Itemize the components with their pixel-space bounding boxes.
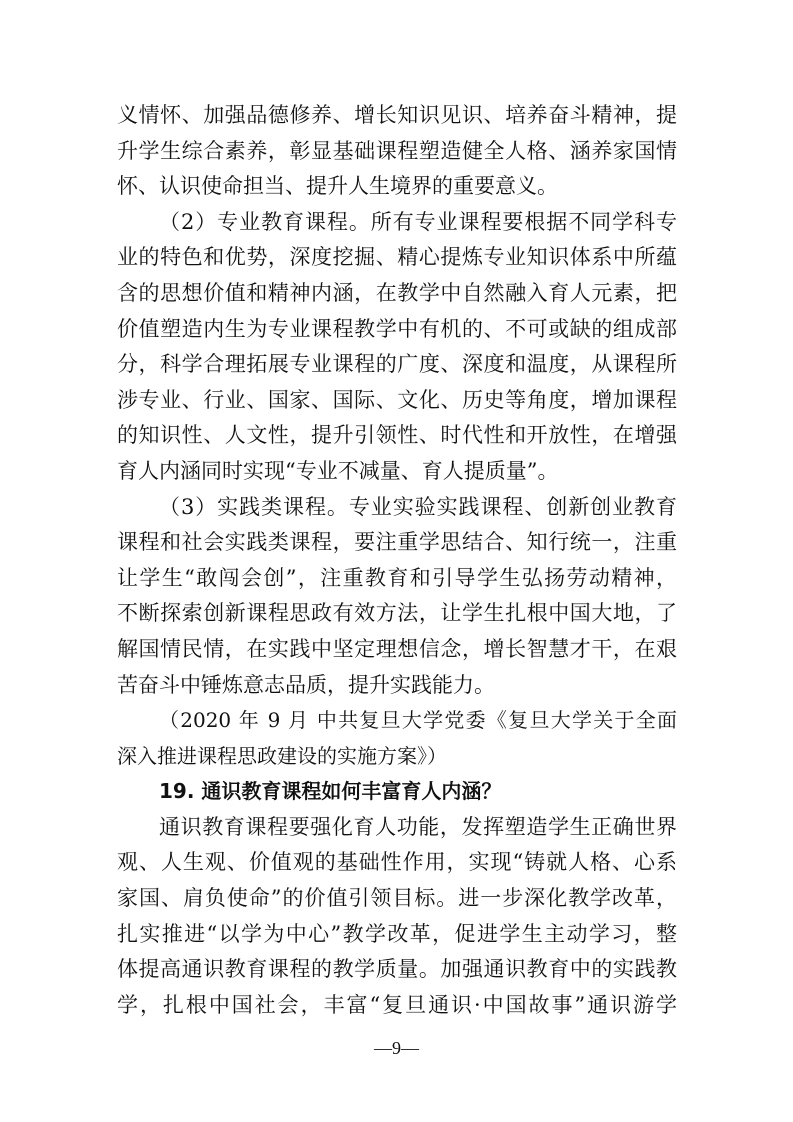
text-line: 升学生综合素养，彰显基础课程塑造健全人格、涵养家国情 bbox=[117, 138, 677, 163]
text-line: 含的思想价值和精神内涵，在教学中自然融入育人元素，把 bbox=[117, 280, 677, 305]
paragraph-start-line: （3）实践类课程。专业实验实践课程、创新创业教育 bbox=[159, 494, 677, 519]
text-line: 怀、认识使命担当、提升人生境界的重要意义。 bbox=[117, 174, 558, 199]
section-heading: 19. 通识教育课程如何丰富育人内涵？ bbox=[159, 779, 502, 804]
text-line: 课程和社会实践类课程，要注重学思结合、知行统一，注重 bbox=[117, 530, 677, 555]
text-line: 育人内涵同时实现“专业不减量、育人提质量”。 bbox=[117, 458, 559, 483]
text-line: 义情怀、加强品德修养、增长知识见识、培养奋斗精神，提 bbox=[117, 103, 677, 127]
text-line: 家国、肩负使命”的价值引领目标。进一步深化教学改革， bbox=[117, 886, 677, 911]
text-line: 价值塑造内生为专业课程教学中有机的、不可或缺的组成部 bbox=[117, 316, 677, 341]
text-line: 涉专业、行业、国家、国际、文化、历史等角度，增加课程 bbox=[117, 387, 677, 412]
document-body bbox=[117, 98, 677, 1023]
text-line: 观、人生观、价值观的基础性作用，实现“铸就人格、心系 bbox=[117, 850, 677, 875]
text-line: 的知识性、人文性，提升引领性、时代性和开放性，在增强 bbox=[117, 423, 677, 448]
text-line: 扎实推进“以学为中心”教学改革，促进学生主动学习，整 bbox=[117, 921, 677, 946]
text-line: 分，科学合理拓展专业课程的广度、深度和温度，从课程所 bbox=[117, 352, 677, 377]
paragraph-start-line: 通识教育课程要强化育人功能，发挥塑造学生正确世界 bbox=[159, 814, 677, 839]
source-citation-line: （2020 年 9 月 中共复旦大学党委《复旦大学关于全面 bbox=[159, 708, 677, 733]
page-number: —9— bbox=[374, 1038, 419, 1058]
text-line: 让学生“敢闯会创”，注重教育和引导学生弘扬劳动精神， bbox=[117, 565, 677, 590]
text-line: 解国情民情，在实践中坚定理想信念，增长智慧才干，在艰 bbox=[117, 636, 677, 661]
text-line: 体提高通识教育课程的教学质量。加强通识教育中的实践教 bbox=[117, 957, 677, 982]
text-line: 学，扎根中国社会，丰富“复旦通识·中国故事”通识游学 bbox=[117, 992, 677, 1017]
text-line: 业的特色和优势，深度挖掘、精心提炼专业知识体系中所蕴 bbox=[117, 245, 677, 270]
paragraph-start-line: （2）专业教育课程。所有专业课程要根据不同学科专 bbox=[159, 209, 677, 234]
text-line: 苦奋斗中锤炼意志品质，提升实践能力。 bbox=[117, 672, 495, 697]
source-citation-line: 深入推进课程思政建设的实施方案》） bbox=[117, 743, 447, 768]
text-line: 不断探索创新课程思政有效方法，让学生扎根中国大地，了 bbox=[117, 601, 677, 626]
